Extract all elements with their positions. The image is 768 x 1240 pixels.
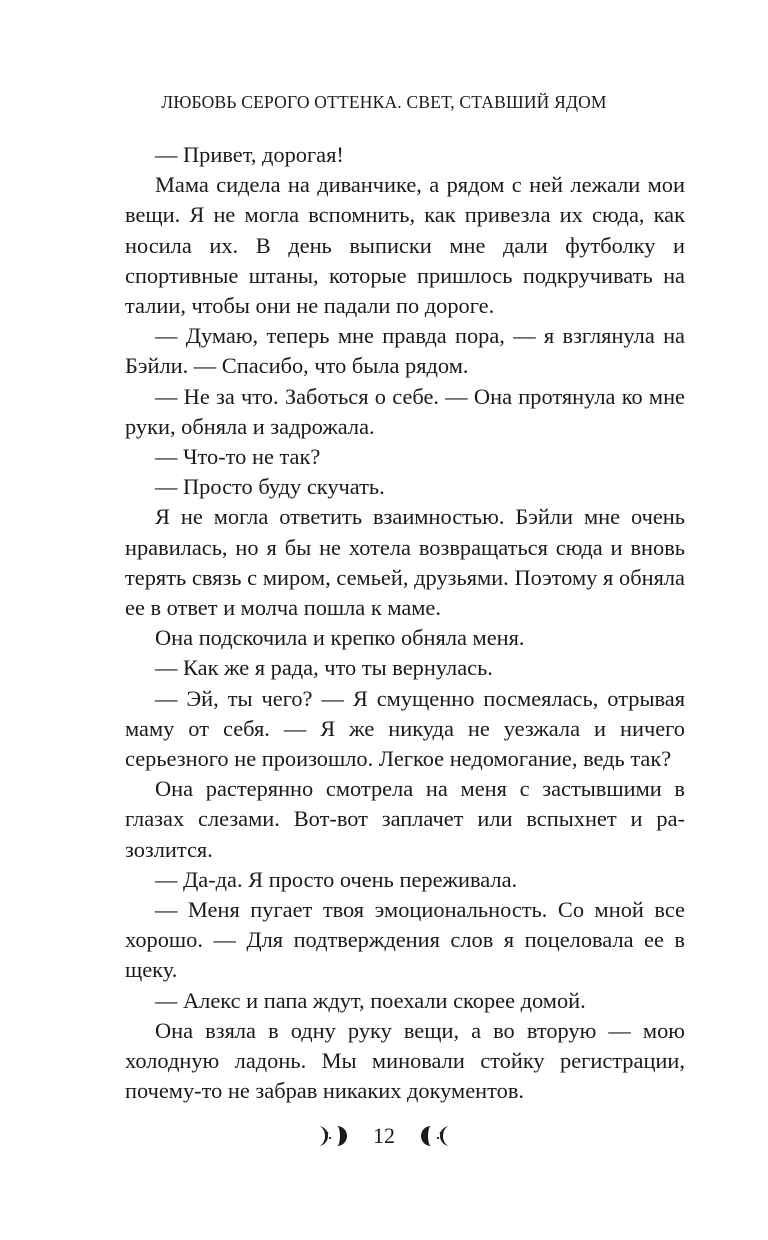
- page-footer: [0, 1120, 768, 1152]
- page-number: 12: [373, 1123, 395, 1148]
- waning-moon-phases-icon: [415, 1120, 459, 1152]
- paragraph: Она взяла в одну руку вещи, а во вторую — мою холодную ладонь. Мы миновали стойку регистрации, почему-то не забрав никаких документов.: [125, 1017, 685, 1104]
- running-header: ЛЮБОВЬ СЕРОГО ОТТЕНКА. СВЕТ, СТАВШИЙ ЯДОМ: [161, 92, 607, 112]
- paragraph: Мама сидела на диванчике, а рядом с ней лежали мои вещи. Я не могла вспомнить, как привезла их сюда, как носила их. В день выписки мне дали футболку и спортивные штаны, которые пришлось подкручивать на талии, чтобы они не падали по дороге.: [125, 172, 685, 319]
- paragraph: — Да-да. Я просто очень переживала.: [155, 866, 518, 892]
- paragraph: — Меня пугает твоя эмоциональность. Со мной все хорошо. — Для подтверждения слов я поцеловала ее в щеку.: [125, 897, 685, 983]
- paragraph: Она подскочила и крепко обняла меня.: [155, 625, 525, 651]
- paragraph: — Что-то не так?: [155, 444, 321, 470]
- paragraph: — Эй, ты чего? — Я смущенно посмеялась, отрывая маму от себя. — Я же никуда не уезжала и ничего серьезного не произошло. Легкое недомогание, ведь так?: [125, 685, 685, 772]
- paragraph: Она растерянно смотрела на меня с застывшими в глазах слезами. Вот-вот заплачет или вспыхнет и разозлится.: [125, 776, 685, 862]
- body-text: [125, 140, 685, 1107]
- paragraph: — Не за что. Заботься о себе. — Она протянула ко мне руки, обняла и задрожала.: [125, 383, 685, 439]
- paragraph: — Думаю, теперь мне правда пора, — я взглянула на Бэйли. — Спасибо, что была рядом.: [125, 323, 685, 379]
- paragraph: — Как же я рада, что ты вернулась.: [155, 655, 493, 681]
- paragraph: Я не могла ответить взаимностью. Бэйли мне очень нравилась, но я бы не хотела возвращаться сюда и вновь терять связь с миром, семьей, друзьями. Поэтому я обняла ее в ответ и молча пошла к маме.: [125, 504, 685, 621]
- paragraph: — Просто буду скучать.: [155, 474, 385, 500]
- paragraph: — Алекс и папа ждут, поехали скорее домой.: [155, 987, 586, 1013]
- paragraph: — Привет, дорогая!: [155, 142, 344, 167]
- waxing-moon-phases-icon: [309, 1120, 353, 1152]
